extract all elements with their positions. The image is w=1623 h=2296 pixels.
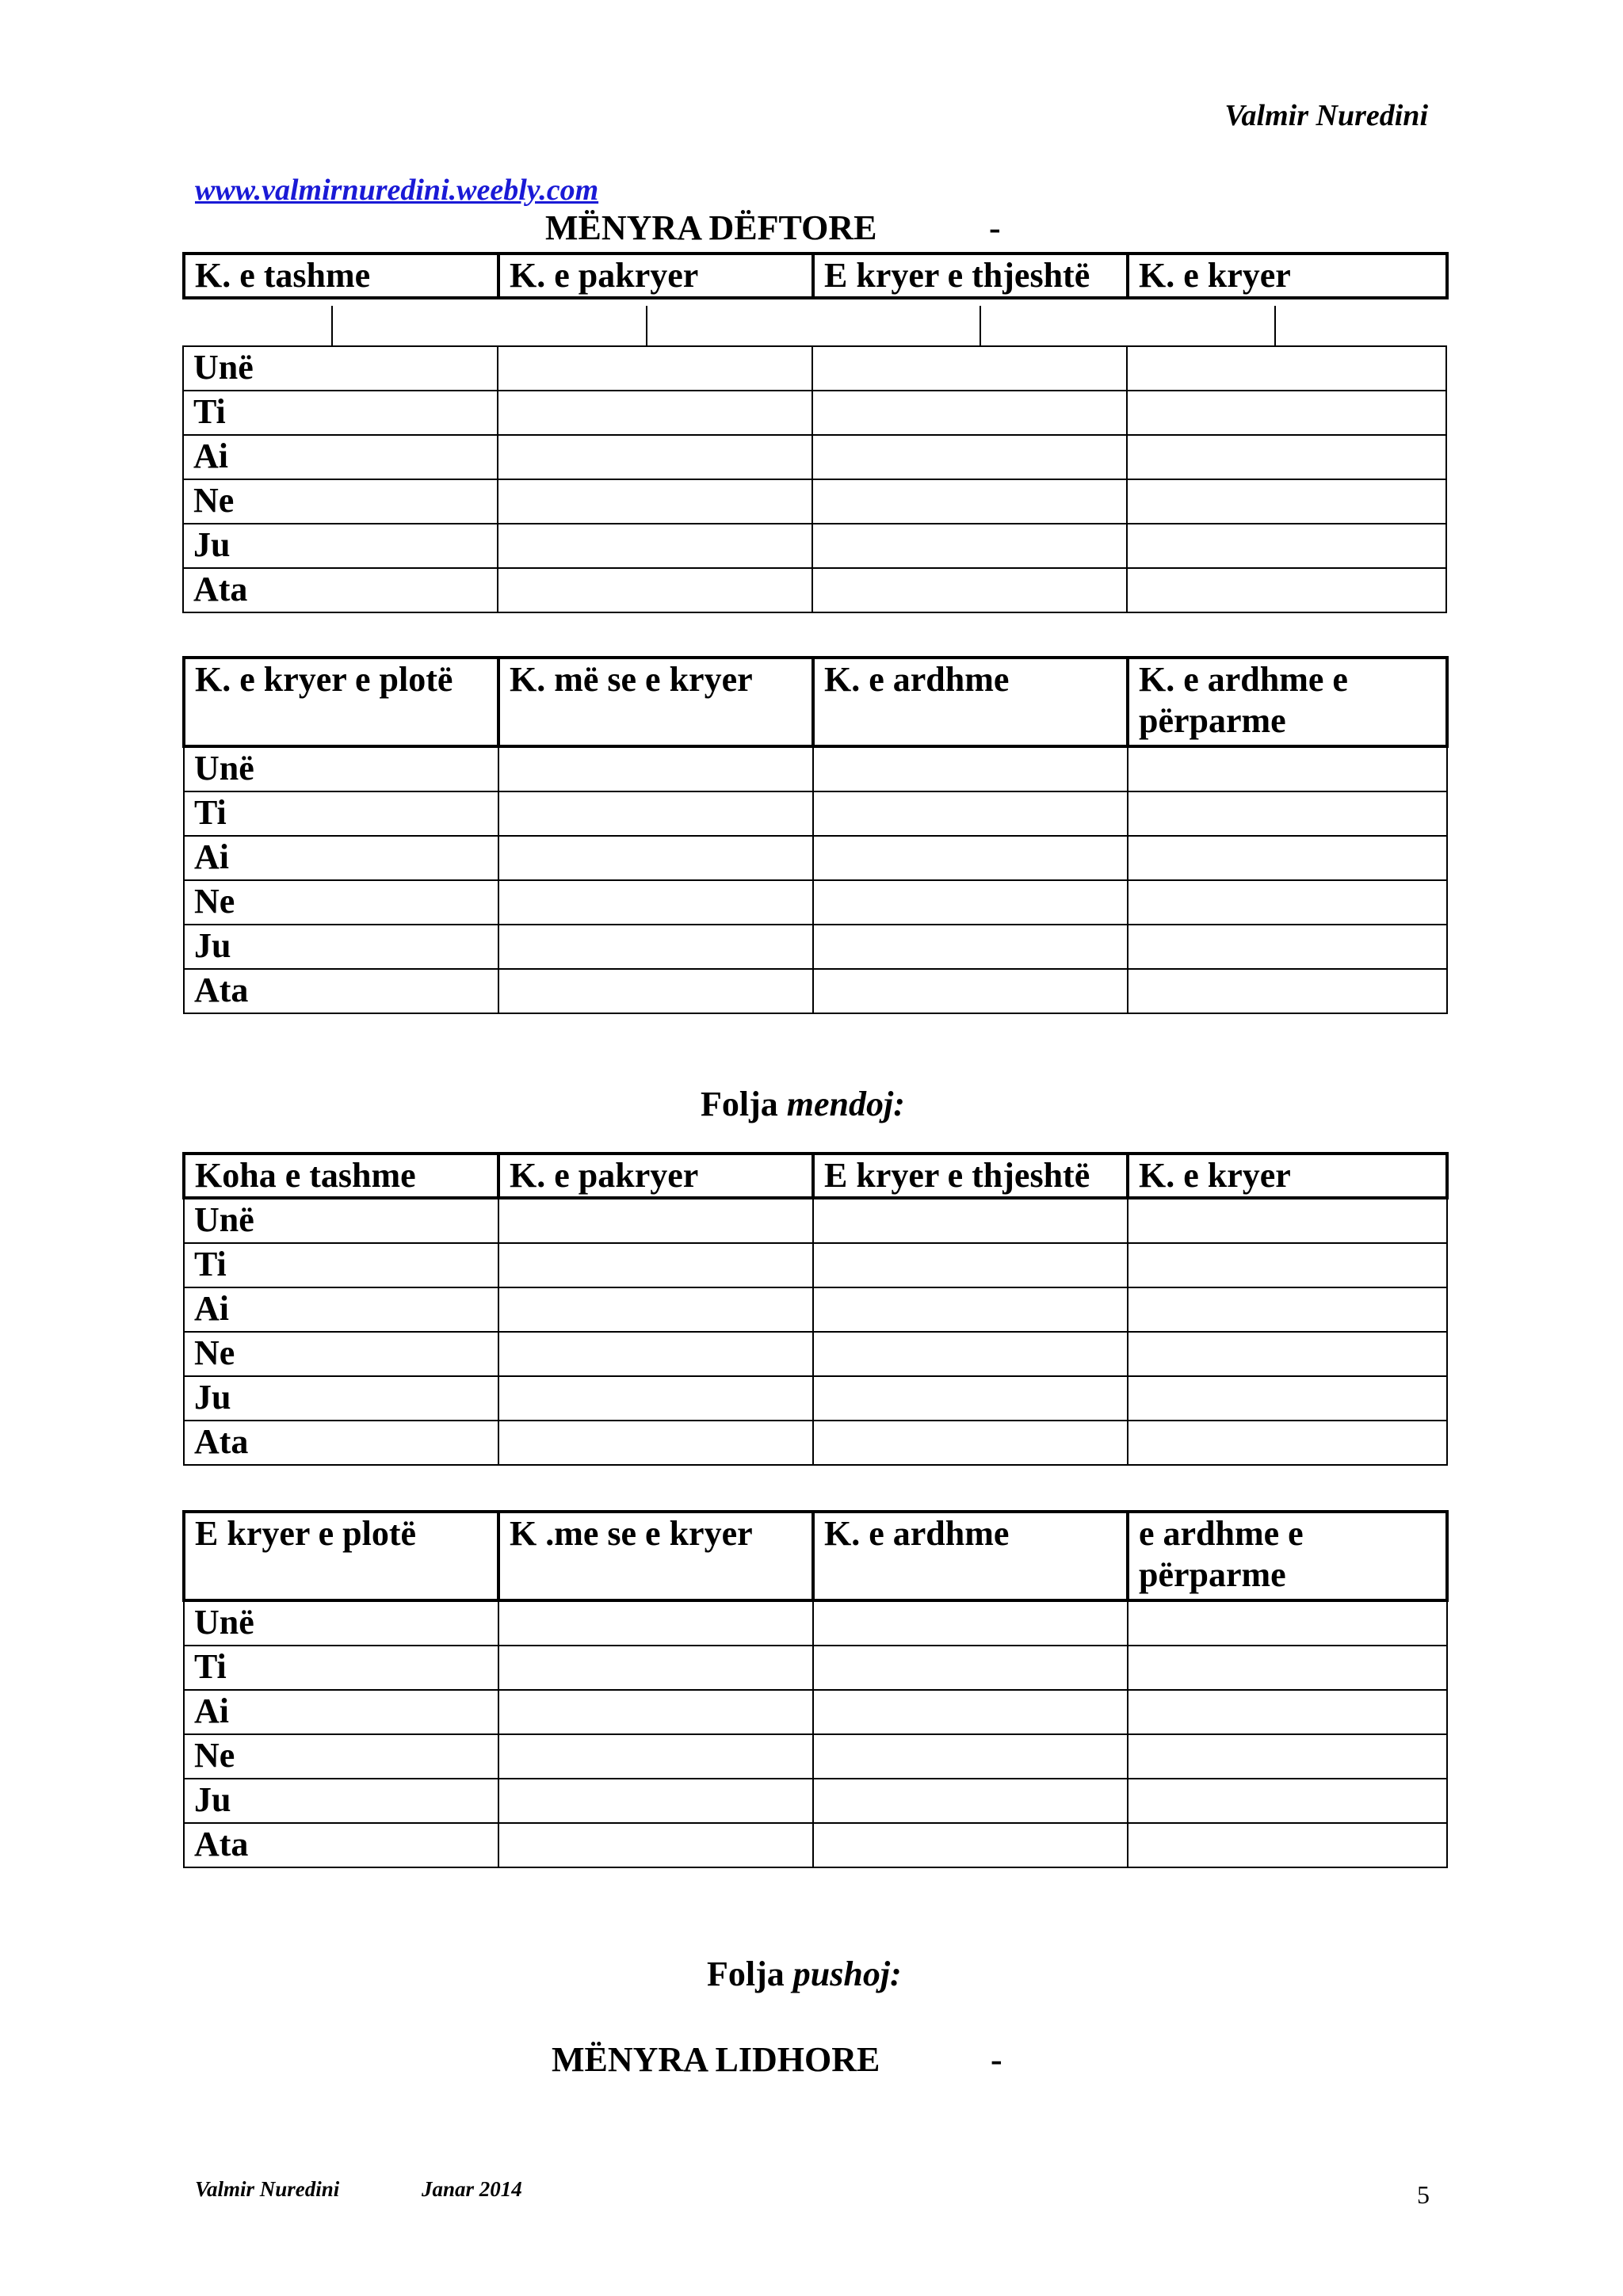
table4-header-cell: K. e ardhme — [813, 1512, 1128, 1600]
pronoun-cell: Ne — [183, 479, 498, 524]
pronoun-cell: Ju — [184, 1779, 498, 1823]
pronoun-cell: Ata — [184, 1421, 498, 1465]
answer-cell[interactable] — [812, 524, 1127, 568]
answer-cell[interactable] — [813, 1243, 1128, 1287]
pronoun-cell: Ata — [184, 969, 498, 1013]
pronoun-cell: Ai — [184, 836, 498, 880]
answer-cell[interactable] — [1128, 791, 1447, 836]
verb-name: pushoj: — [792, 1955, 902, 1993]
answer-cell[interactable] — [498, 791, 813, 836]
pronoun-cell: Ata — [183, 568, 498, 612]
pronoun-cell: Unë — [184, 1600, 498, 1646]
header-author: Valmir Nuredini — [1224, 99, 1428, 132]
answer-cell[interactable] — [498, 836, 813, 880]
table3-header-cell: K. e pakryer — [498, 1154, 813, 1198]
answer-cell[interactable] — [1128, 1198, 1447, 1243]
answer-cell[interactable] — [498, 880, 813, 925]
answer-cell[interactable] — [812, 568, 1127, 612]
answer-cell[interactable] — [498, 1332, 813, 1376]
answer-cell[interactable] — [498, 1600, 813, 1646]
answer-cell[interactable] — [812, 435, 1127, 479]
section-title-deftore: MËNYRA DËFTORE — [545, 208, 877, 247]
table4-header-cell: e ardhme e përparme — [1128, 1512, 1447, 1600]
website-link[interactable]: www.valmirnuredini.weebly.com — [195, 174, 599, 207]
pronoun-cell: Ata — [184, 1823, 498, 1867]
pronoun-cell: Ai — [183, 435, 498, 479]
footer-author: Valmir Nuredini — [195, 2177, 340, 2201]
pronoun-cell: Ai — [184, 1690, 498, 1734]
divider-stub — [331, 306, 333, 345]
answer-cell[interactable] — [1128, 1779, 1447, 1823]
pronoun-cell: Ju — [184, 1376, 498, 1421]
table2-header-cell: K. e kryer e plotë — [184, 658, 498, 746]
answer-cell[interactable] — [498, 479, 812, 524]
answer-cell[interactable] — [498, 1287, 813, 1332]
answer-cell[interactable] — [812, 479, 1127, 524]
table1-header-cell: K. e tashme — [184, 254, 498, 298]
table4 — [182, 1510, 1449, 1868]
verb-title-pushoj — [707, 1954, 902, 1994]
answer-cell[interactable] — [498, 435, 812, 479]
pronoun-cell: Unë — [184, 1198, 498, 1243]
answer-cell[interactable] — [813, 1823, 1128, 1867]
table3 — [182, 1152, 1449, 1466]
answer-cell[interactable] — [1128, 1734, 1447, 1779]
answer-cell[interactable] — [813, 1376, 1128, 1421]
answer-cell[interactable] — [813, 1734, 1128, 1779]
table1-header-cell: K. e kryer — [1128, 254, 1447, 298]
table4-header-cell: E kryer e plotë — [184, 1512, 498, 1600]
answer-cell[interactable] — [1127, 346, 1446, 391]
answer-cell[interactable] — [813, 1421, 1128, 1465]
answer-cell[interactable] — [813, 791, 1128, 836]
answer-cell[interactable] — [1127, 479, 1446, 524]
answer-cell[interactable] — [813, 1332, 1128, 1376]
answer-cell[interactable] — [813, 1779, 1128, 1823]
table2-header-cell: K. e ardhme — [813, 658, 1128, 746]
verb-prefix: Folja — [707, 1955, 785, 1993]
answer-cell[interactable] — [813, 925, 1128, 969]
table3-header-cell: E kryer e thjeshtë — [813, 1154, 1128, 1198]
table3-header-cell: Koha e tashme — [184, 1154, 498, 1198]
answer-cell[interactable] — [813, 1600, 1128, 1646]
answer-cell[interactable] — [1128, 1690, 1447, 1734]
pronoun-cell: Ai — [184, 1287, 498, 1332]
verb-name: mendoj: — [786, 1085, 905, 1123]
answer-cell[interactable] — [1128, 1243, 1447, 1287]
answer-cell[interactable] — [1128, 1823, 1447, 1867]
answer-cell[interactable] — [498, 925, 813, 969]
answer-cell[interactable] — [498, 746, 813, 791]
answer-cell[interactable] — [498, 568, 812, 612]
pronoun-cell: Ju — [184, 925, 498, 969]
table2-header-cell: K. më se e kryer — [498, 658, 813, 746]
answer-cell[interactable] — [1128, 1600, 1447, 1646]
answer-cell[interactable] — [498, 524, 812, 568]
answer-cell[interactable] — [1127, 524, 1446, 568]
answer-cell[interactable] — [813, 969, 1128, 1013]
answer-cell[interactable] — [813, 880, 1128, 925]
table3-header-cell: K. e kryer — [1128, 1154, 1447, 1198]
answer-cell[interactable] — [498, 1646, 813, 1690]
answer-cell[interactable] — [1128, 836, 1447, 880]
table1-header — [182, 252, 1449, 299]
answer-cell[interactable] — [498, 1421, 813, 1465]
divider-stub — [1274, 306, 1276, 345]
verb-title-mendoj — [701, 1084, 905, 1124]
answer-cell[interactable] — [812, 391, 1127, 435]
answer-cell[interactable] — [813, 1690, 1128, 1734]
pronoun-cell: Unë — [184, 746, 498, 791]
pronoun-cell: Ne — [184, 1734, 498, 1779]
answer-cell[interactable] — [498, 1198, 813, 1243]
answer-cell[interactable] — [1128, 1287, 1447, 1332]
answer-cell[interactable] — [1128, 969, 1447, 1013]
page-number: 5 — [1417, 2180, 1430, 2209]
footer-date: Janar 2014 — [422, 2177, 522, 2201]
table1-body — [182, 345, 1447, 613]
pronoun-cell: Ju — [183, 524, 498, 568]
section-title-dash: - — [991, 2040, 1002, 2079]
answer-cell[interactable] — [1127, 568, 1446, 612]
answer-cell[interactable] — [1128, 880, 1447, 925]
pronoun-cell: Ti — [183, 391, 498, 435]
pronoun-cell: Ne — [184, 1332, 498, 1376]
answer-cell[interactable] — [498, 1690, 813, 1734]
pronoun-cell: Unë — [183, 346, 498, 391]
answer-cell[interactable] — [813, 746, 1128, 791]
answer-cell[interactable] — [813, 1287, 1128, 1332]
answer-cell[interactable] — [1128, 1376, 1447, 1421]
answer-cell[interactable] — [498, 1823, 813, 1867]
answer-cell[interactable] — [1127, 391, 1446, 435]
pronoun-cell: Ti — [184, 791, 498, 836]
verb-prefix: Folja — [701, 1085, 778, 1123]
answer-cell[interactable] — [1128, 746, 1447, 791]
table2-header-cell: K. e ardhme e përparme — [1128, 658, 1447, 746]
answer-cell[interactable] — [1128, 1421, 1447, 1465]
answer-cell[interactable] — [812, 346, 1127, 391]
divider-stub — [646, 306, 647, 345]
table4-header-cell: K .me se e kryer — [498, 1512, 813, 1600]
answer-cell[interactable] — [498, 1779, 813, 1823]
pronoun-cell: Ti — [184, 1646, 498, 1690]
answer-cell[interactable] — [1127, 435, 1446, 479]
table1-header-cell: E kryer e thjeshtë — [813, 254, 1128, 298]
divider-stub — [980, 306, 981, 345]
answer-cell[interactable] — [813, 836, 1128, 880]
answer-cell[interactable] — [498, 391, 812, 435]
table2 — [182, 656, 1449, 1014]
answer-cell[interactable] — [813, 1198, 1128, 1243]
answer-cell[interactable] — [1128, 1332, 1447, 1376]
answer-cell[interactable] — [498, 346, 812, 391]
answer-cell[interactable] — [498, 1376, 813, 1421]
table1-header-cell: K. e pakryer — [498, 254, 813, 298]
answer-cell[interactable] — [498, 1734, 813, 1779]
pronoun-cell: Ti — [184, 1243, 498, 1287]
section-title-lidhore: MËNYRA LIDHORE — [552, 2040, 880, 2079]
answer-cell[interactable] — [1128, 925, 1447, 969]
pronoun-cell: Ne — [184, 880, 498, 925]
answer-cell[interactable] — [498, 969, 813, 1013]
section-title-dash: - — [989, 208, 1001, 247]
answer-cell[interactable] — [813, 1646, 1128, 1690]
answer-cell[interactable] — [498, 1243, 813, 1287]
answer-cell[interactable] — [1128, 1646, 1447, 1690]
